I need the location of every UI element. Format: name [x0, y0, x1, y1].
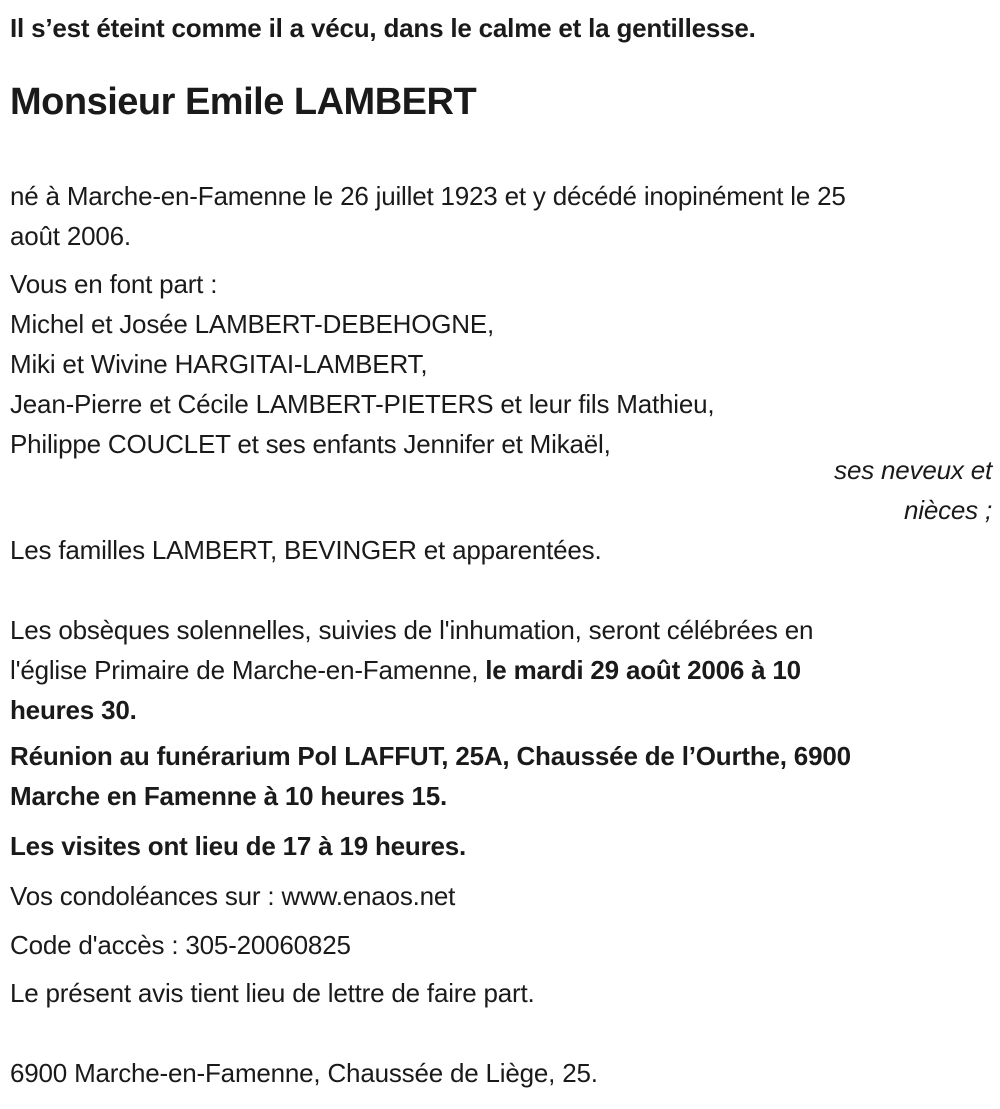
- funerarium-line1: Réunion au funérarium Pol LAFFUT, 25A, Chaussée de l’Ourthe, 6900: [10, 741, 851, 771]
- family-line: Michel et Josée LAMBERT-DEBEHOGNE,: [10, 309, 494, 339]
- family-line: Miki et Wivine HARGITAI-LAMBERT,: [10, 349, 428, 379]
- funeral-service-paragraph: [10, 610, 992, 730]
- family-line: Philippe COUCLET et ses enfants Jennifer et Mikaël,: [10, 429, 611, 459]
- nephews-note-line2: nièces ;: [903, 495, 992, 525]
- funerarium-line2: Marche en Famenne à 10 heures 15.: [10, 781, 448, 811]
- condolences-website-line: Vos condoléances sur : www.enaos.net: [10, 881, 456, 911]
- family-line: Jean-Pierre et Cécile LAMBERT-PIETERS et leur fils Mathieu,: [10, 389, 715, 419]
- related-families-line: Les familles LAMBERT, BEVINGER et apparentées.: [10, 535, 602, 565]
- access-code-line: Code d'accès : 305-20060825: [10, 930, 351, 960]
- birth-death-paragraph: [10, 176, 992, 256]
- funeral-time-bold: heures 30.: [10, 695, 137, 725]
- birth-death-line2: août 2006.: [10, 221, 131, 251]
- funeral-date-bold: le mardi 29 août 2006 à 10: [485, 655, 801, 685]
- epitaph-line: Il s’est éteint comme il a vécu, dans le calme et la gentillesse.: [10, 13, 756, 43]
- birth-death-line1: né à Marche-en-Famenne le 26 juillet 1923 et y décédé inopinément le 25: [10, 181, 846, 211]
- deceased-name-title: Monsieur Emile LAMBERT: [10, 81, 477, 123]
- nephews-note-line1: ses neveux et: [834, 455, 992, 485]
- announcement-paragraph: [10, 264, 992, 464]
- funeral-line1: Les obsèques solennelles, suivies de l'inhumation, seront célébrées en: [10, 615, 814, 645]
- funeral-line2-regular: l'église Primaire de Marche-en-Famenne,: [10, 655, 486, 685]
- funerarium-meeting-paragraph: [10, 736, 992, 816]
- visiting-hours-line: Les visites ont lieu de 17 à 19 heures.: [10, 831, 467, 861]
- letter-notice-line: Le présent avis tient lieu de lettre de faire part.: [10, 978, 535, 1008]
- announcement-intro: Vous en font part :: [10, 269, 218, 299]
- footer-address-line: 6900 Marche-en-Famenne, Chaussée de Liège, 25.: [10, 1058, 598, 1088]
